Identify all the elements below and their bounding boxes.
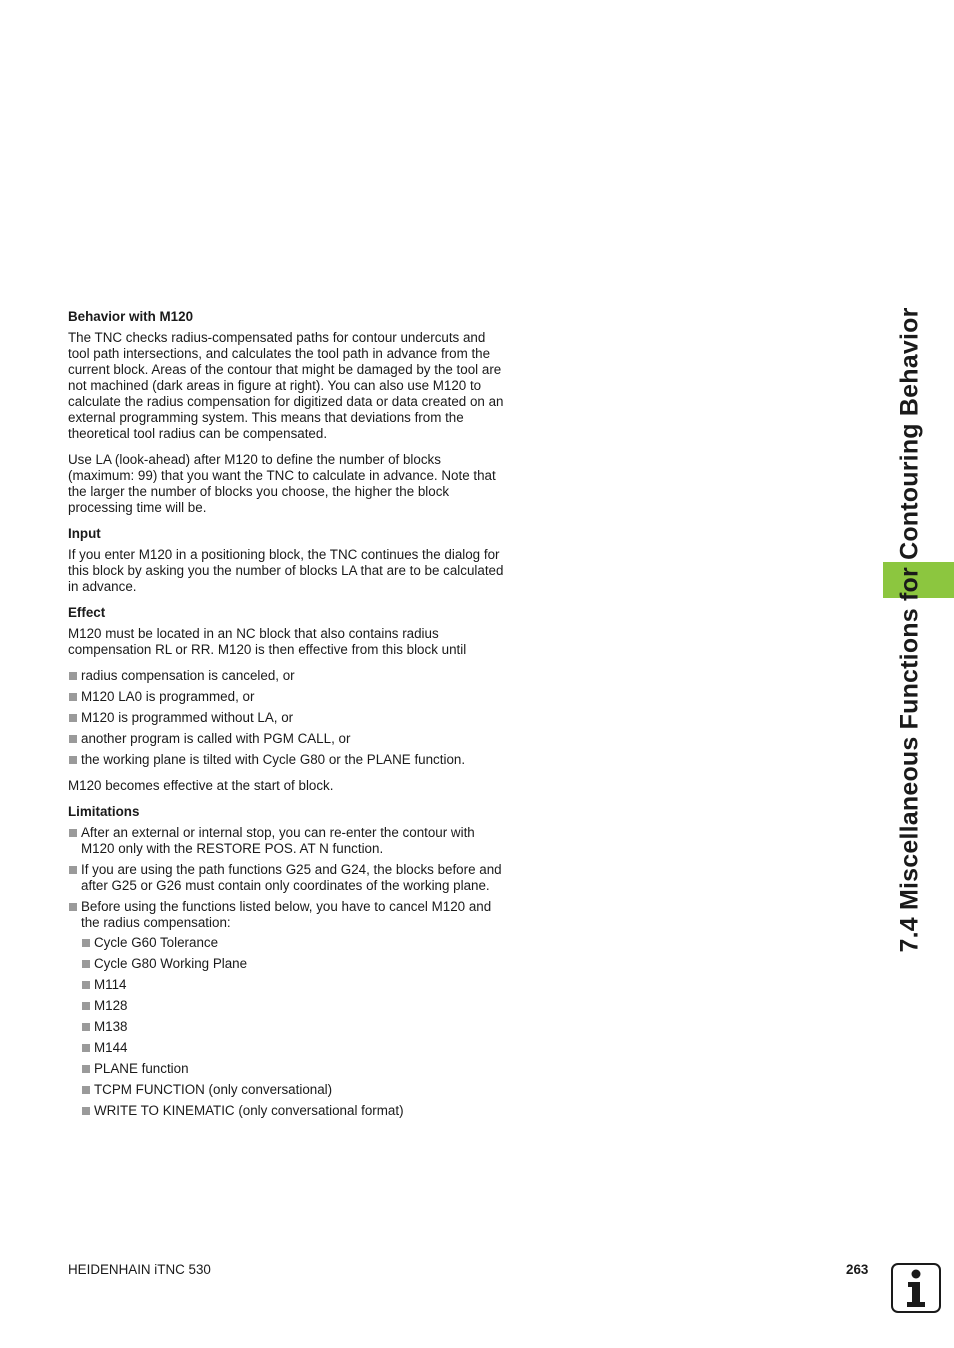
sub-list-item: Cycle G60 Tolerance xyxy=(81,935,510,951)
list-item: M120 is programmed without LA, or xyxy=(68,710,510,726)
sub-list-item: M128 xyxy=(81,998,510,1014)
list-item: If you are using the path functions G25 and G24, the blocks before and after G25 or G26 must contain only coordinates of the working plane. xyxy=(68,862,510,894)
list-item-text: Before using the functions listed below, you have to cancel M120 and the radius compensation: xyxy=(81,899,492,930)
sub-list-item: TCPM FUNCTION (only conversational) xyxy=(81,1082,510,1098)
effect-list xyxy=(68,668,510,768)
sub-list-item: WRITE TO KINEMATIC (only conversational format) xyxy=(81,1103,510,1119)
footer-manual-name: HEIDENHAIN iTNC 530 xyxy=(68,1262,211,1277)
section-heading-effect: Effect xyxy=(68,605,106,620)
sub-list-item: M144 xyxy=(81,1040,510,1056)
side-chapter-title-text: 7.4 Miscellaneous Functions for Contouring Behavior xyxy=(895,307,924,953)
sub-list xyxy=(81,935,510,1119)
behavior-paragraph-2: Use LA (look-ahead) after M120 to define the number of blocks (maximum: 99) that you want the TNC to calculate in advance. Note that the larger the number of blocks you choose, the higher the block processing time will be. xyxy=(68,452,496,515)
info-icon xyxy=(890,1262,942,1314)
behavior-paragraph-1: The TNC checks radius-compensated paths for contour undercuts and tool path intersections, and calculates the tool path in advance from the current block. Areas of the contour that might be damaged by the tool are not machined (dark areas in figure at right). You can also use M120 to calculate the radius compensation for digitized data or data created on an external programming system. This means that deviations from the theoretical tool radius can be compensated. xyxy=(68,330,504,441)
side-chapter-title xyxy=(880,0,940,1348)
sub-list-item: PLANE function xyxy=(81,1061,510,1077)
list-item: the working plane is tilted with Cycle G80 or the PLANE function. xyxy=(68,752,510,768)
effect-paragraph-1: M120 must be located in an NC block that also contains radius compensation RL or RR. M120 is then effective from this block until xyxy=(68,626,467,657)
sub-list-item: M114 xyxy=(81,977,510,993)
info-icon-graphic xyxy=(890,1262,942,1314)
list-item: After an external or internal stop, you can re-enter the contour with M120 only with the RESTORE POS. AT N function. xyxy=(68,825,510,857)
input-paragraph: If you enter M120 in a positioning block, the TNC continues the dialog for this block by asking you the number of blocks LA that are to be calculated in advance. xyxy=(68,547,504,594)
list-item-with-sublist xyxy=(68,899,510,1119)
main-column xyxy=(68,309,510,1124)
list-item: M120 LA0 is programmed, or xyxy=(68,689,510,705)
section-heading-input: Input xyxy=(68,526,101,541)
sub-list-item: Cycle G80 Working Plane xyxy=(81,956,510,972)
effect-paragraph-2: M120 becomes effective at the start of block. xyxy=(68,778,334,793)
list-item: radius compensation is canceled, or xyxy=(68,668,510,684)
limitations-list xyxy=(68,825,510,1119)
section-heading-limitations: Limitations xyxy=(68,804,140,819)
sub-list-item: M138 xyxy=(81,1019,510,1035)
section-heading-behavior: Behavior with M120 xyxy=(68,309,194,324)
list-item: another program is called with PGM CALL, or xyxy=(68,731,510,747)
page-number: 263 xyxy=(846,1262,869,1277)
